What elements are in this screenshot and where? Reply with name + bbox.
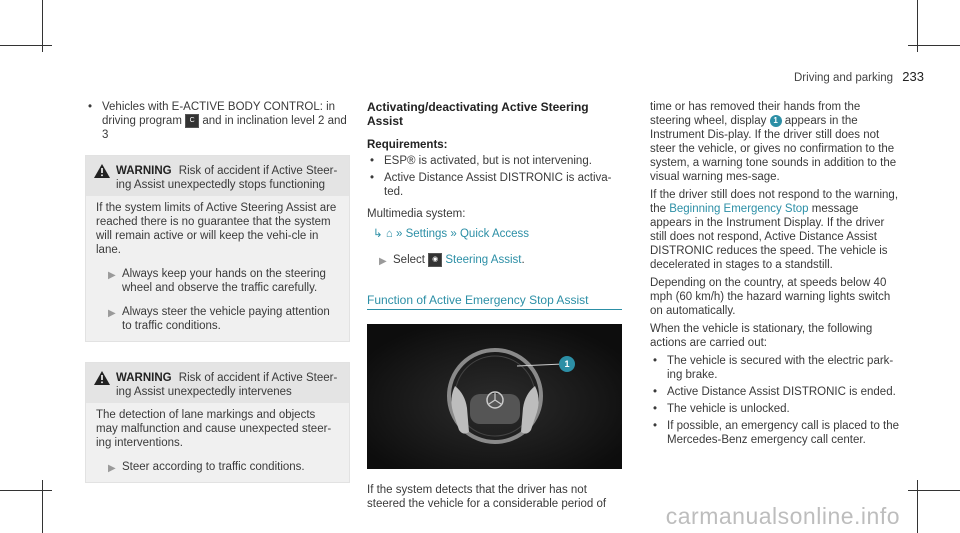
multimedia-label: Multimedia system: bbox=[367, 208, 466, 220]
steering-wheel-icon: ◉ bbox=[428, 253, 442, 267]
home-icon: ⌂ bbox=[385, 228, 393, 240]
list-item: • The vehicle is secured with the electric park-ing brake. bbox=[653, 355, 894, 381]
page-header bbox=[794, 70, 924, 85]
column-left bbox=[85, 100, 350, 483]
action-step: ▶ Always keep your hands on the steering wheel and observe the traffic carefully. bbox=[108, 268, 326, 295]
warning-icon bbox=[94, 371, 110, 385]
list-item: • Vehicles with E-ACTIVE BODY CONTROL: in driving program C and in inclination level 2 and 3 bbox=[88, 101, 347, 142]
crop-mark bbox=[908, 490, 960, 491]
paragraph: When the vehicle is stationary, the following actions are carried out: bbox=[650, 323, 873, 349]
steering-wheel-illustration bbox=[367, 324, 622, 469]
list-item: • Active Distance Assist DISTRONIC is activa-ted. bbox=[370, 172, 612, 198]
crop-mark bbox=[908, 45, 960, 46]
instrument-display-illustration bbox=[367, 324, 622, 469]
paragraph: Depending on the country, at speeds below 40 mph (60 km/h) the hazard warning lights switch on automatically. bbox=[650, 277, 891, 317]
section-name: Driving and parking bbox=[794, 72, 894, 84]
warning-body: The detection of lane markings and objects may malfunction and cause unexpected steer-ing interventions. bbox=[96, 409, 332, 450]
crop-mark bbox=[917, 0, 918, 52]
warning-icon bbox=[94, 164, 110, 178]
list-item: • The vehicle is unlocked. bbox=[653, 403, 790, 415]
warning-box bbox=[85, 155, 350, 342]
path-quick-access: Quick Access bbox=[459, 228, 530, 240]
beginning-emergency-stop-link: Beginning Emergency Stop bbox=[669, 203, 809, 215]
function-title: Function of Active Emergency Stop Assist bbox=[367, 293, 622, 310]
crop-mark bbox=[917, 480, 918, 533]
crop-mark bbox=[42, 0, 43, 52]
warning-title: Risk of accident if Active Steer-ing Assist unexpectedly stops functioning bbox=[116, 165, 338, 192]
path-arrow-icon: ↳ bbox=[373, 228, 383, 240]
caption-text: If the system detects that the driver has not steered the vehicle for a considerable period of bbox=[367, 484, 607, 511]
section-heading: Activating/deactivating Active Steering Assist bbox=[367, 100, 589, 128]
paragraph: time or has removed their hands from the steering wheel, display 1 appears in the Instrument Dis-play. If the driver still does not steer the vehicle, or gives no confirmation to the system, a warning tone sounds in addition to the visual warning mes-sage. bbox=[650, 101, 897, 183]
crop-mark bbox=[0, 45, 52, 46]
list-item: • Active Distance Assist DISTRONIC is ended. bbox=[653, 386, 896, 398]
callout-marker: 1 bbox=[564, 359, 570, 370]
watermark: carmanualsonline.info bbox=[665, 503, 900, 529]
driving-program-icon: C bbox=[185, 114, 199, 128]
chevron-icon: » bbox=[396, 228, 403, 240]
warning-box bbox=[85, 362, 350, 483]
action-step: ▶ Always steer the vehicle paying attention to traffic conditions. bbox=[108, 306, 330, 333]
menu-path bbox=[367, 227, 622, 241]
steering-assist-link: Steering Assist bbox=[445, 254, 522, 267]
callout-marker: 1 bbox=[770, 115, 782, 127]
column-middle bbox=[367, 100, 622, 515]
action-step: ▶ Steer according to traffic conditions. bbox=[108, 461, 305, 475]
list-item: • If possible, an emergency call is placed to the Mercedes-Benz emergency call center. bbox=[653, 420, 900, 446]
crop-mark bbox=[42, 480, 43, 533]
chevron-icon: » bbox=[450, 228, 457, 240]
requirements-label: Requirements: bbox=[367, 139, 448, 151]
action-step: ▶ Select ◉ Steering Assist. bbox=[379, 254, 525, 267]
crop-mark bbox=[0, 490, 52, 491]
warning-label: WARNING bbox=[116, 165, 172, 178]
paragraph: If the driver still does not respond to the warning, the Beginning Emergency Stop message appears in the Instrument Display. If the driver still does not respond, Active Distance Assist DISTRONIC reduces the speed. The vehicle is decelerated in stages to a standstill. bbox=[650, 189, 899, 271]
warning-title: Risk of accident if Active Steer-ing Assist unexpectedly intervenes bbox=[116, 372, 338, 399]
page-number: 233 bbox=[902, 69, 924, 84]
warning-label: WARNING bbox=[116, 372, 172, 385]
path-settings: Settings bbox=[405, 228, 448, 240]
warning-body: If the system limits of Active Steering Assist are reached there is no guarantee that the system will remain active or will keep the vehi-cle in lane. bbox=[96, 202, 337, 257]
list-item: • ESP® is activated, but is not intervening. bbox=[370, 155, 592, 167]
column-right bbox=[650, 100, 900, 450]
